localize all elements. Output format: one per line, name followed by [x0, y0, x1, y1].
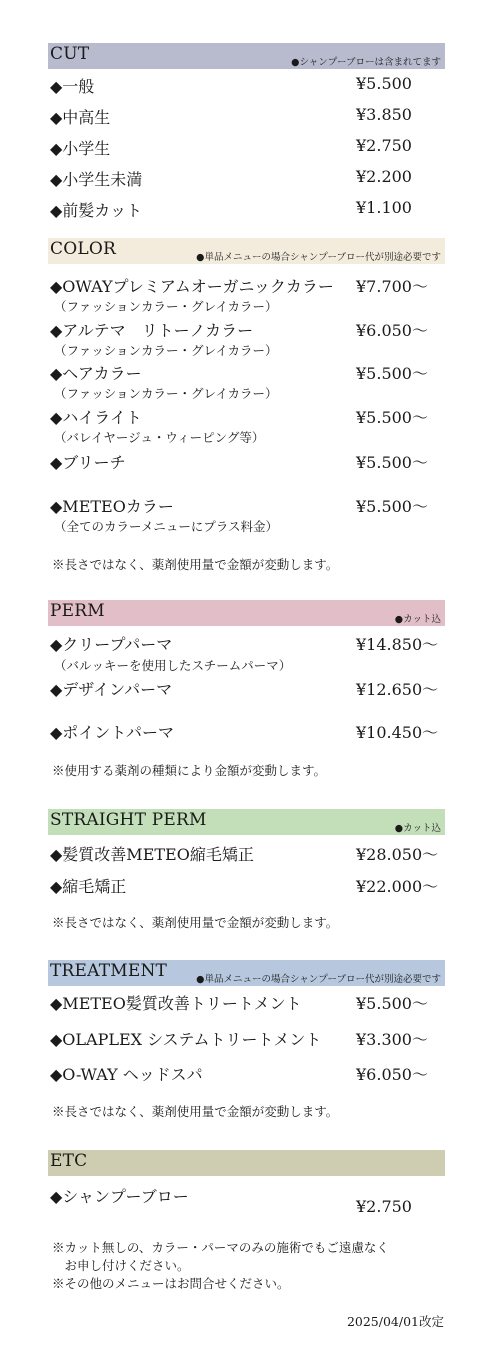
color-footnote: ※長さではなく、薬剤使用量で金額が変動します。: [52, 557, 339, 572]
perm-header: [48, 600, 445, 626]
menu-item-name: ◆クリープパーマ: [50, 635, 173, 654]
color-section: [48, 238, 445, 572]
perm-note: ●カット込: [394, 614, 441, 625]
menu-item-price: ¥10.450〜: [356, 723, 439, 742]
menu-item-name: ◆小学生未満: [50, 170, 143, 189]
menu-item-name: ◆OLAPLEX システムトリートメント: [50, 1030, 322, 1049]
menu-item-name: ◆中高生: [50, 108, 111, 127]
straight-perm-section: [48, 809, 445, 930]
menu-item-price: ¥5.500: [356, 74, 412, 93]
treatment-header: [48, 960, 445, 986]
menu-item-name: ◆一般: [50, 77, 95, 96]
menu-item-name: ◆デザインパーマ: [50, 680, 173, 699]
cut-section: [48, 43, 445, 220]
menu-item-note: （ファッションカラー・グレイカラー）: [54, 386, 278, 401]
menu-item-price: ¥3.300〜: [356, 1030, 428, 1049]
cut-title: CUT: [50, 44, 90, 64]
etc-footnote-line: お申し付けください。: [52, 1258, 190, 1273]
menu-item-price: ¥5.500〜: [356, 453, 428, 472]
color-title: COLOR: [50, 239, 116, 259]
menu-item-name: ◆ハイライト: [50, 408, 142, 427]
perm-section: [48, 600, 445, 778]
menu-item-price: ¥22.000〜: [356, 877, 439, 896]
menu-item-price: ¥2.750: [356, 136, 412, 155]
straight-perm-footnote: ※長さではなく、薬剤使用量で金額が変動します。: [52, 915, 339, 930]
straight-perm-note: ●カット込: [394, 823, 441, 834]
menu-item-note: （全てのカラーメニューにプラス料金）: [54, 519, 279, 534]
menu-item-price: ¥5.500〜: [356, 497, 428, 516]
menu-item-name: ◆OWAYプレミアムオーガニックカラー: [50, 277, 334, 296]
etc-title: ETC: [50, 1151, 88, 1171]
menu-item-note: （バルッキーを使用したスチームパーマ）: [54, 658, 292, 673]
treatment-section: [48, 960, 445, 1119]
menu-item-name: ◆ポイントパーマ: [50, 723, 174, 742]
menu-item-price: ¥1.100: [356, 198, 412, 217]
menu-item-name: ◆前髪カット: [50, 201, 143, 220]
menu-item-name: ◆アルテマ リトーノカラー: [50, 321, 254, 340]
menu-item-note: （ファッションカラー・グレイカラー）: [54, 343, 278, 358]
treatment-title: TREATMENT: [50, 961, 168, 981]
menu-item-price: ¥2.200: [356, 167, 412, 186]
straight-perm-header: [48, 809, 445, 835]
perm-title: PERM: [50, 601, 105, 621]
menu-item-price: ¥2.750: [356, 1197, 412, 1216]
menu-item-price: ¥28.050〜: [356, 845, 439, 864]
revision-date: 2025/04/01改定: [346, 1314, 444, 1329]
menu-item-name: ◆O-WAY ヘッドスパ: [50, 1065, 203, 1084]
treatment-footnote: ※長さではなく、薬剤使用量で金額が変動します。: [52, 1104, 339, 1119]
perm-footnote: ※使用する薬剤の種類により金額が変動します。: [52, 763, 327, 778]
menu-item-price: ¥5.500〜: [356, 364, 428, 383]
menu-item-name: ◆METEO髪質改善トリートメント: [50, 994, 302, 1013]
menu-item-name: ◆小学生: [50, 139, 111, 158]
menu-item-note: （ファッションカラー・グレイカラー）: [54, 299, 278, 314]
menu-item-price: ¥14.850〜: [356, 635, 439, 654]
menu-item-price: ¥6.050〜: [356, 1065, 428, 1084]
cut-header: [48, 43, 445, 69]
menu-item-name: ◆シャンプーブロー: [50, 1187, 189, 1206]
menu-item-name: ◆METEOカラー: [50, 497, 174, 516]
treatment-note: ●単品メニューの場合シャンプーブロー代が別途必要です: [196, 974, 441, 985]
menu-item-price: ¥5.500〜: [356, 408, 428, 427]
menu-item-price: ¥6.050〜: [356, 321, 428, 340]
etc-footnote-line: ※カット無しの、カラー・パーマのみの施術でもご遠慮なく: [52, 1240, 389, 1255]
menu-item-price: ¥7.700〜: [356, 277, 428, 296]
straight-perm-title: STRAIGHT PERM: [50, 810, 207, 830]
menu-item-name: ◆ヘアカラー: [50, 364, 142, 383]
menu-item-price: ¥12.650〜: [356, 680, 439, 699]
menu-item-name: ◆髪質改善METEO縮毛矯正: [50, 845, 254, 864]
menu-item-name: ◆縮毛矯正: [50, 877, 127, 896]
menu-item-price: ¥5.500〜: [356, 994, 428, 1013]
color-header: [48, 238, 445, 264]
etc-section: [48, 1150, 445, 1291]
etc-footnote-line: ※その他のメニューはお問合せください。: [52, 1276, 290, 1291]
menu-item-price: ¥3.850: [356, 105, 412, 124]
color-note: ●単品メニューの場合シャンプーブロー代が別途必要です: [196, 252, 441, 263]
cut-note: ●シャンプーブローは含まれてます: [291, 57, 441, 68]
etc-header: [48, 1150, 445, 1176]
menu-item-note: （バレイヤージュ・ウィーピング等）: [54, 430, 265, 445]
menu-item-name: ◆ブリーチ: [50, 453, 126, 472]
